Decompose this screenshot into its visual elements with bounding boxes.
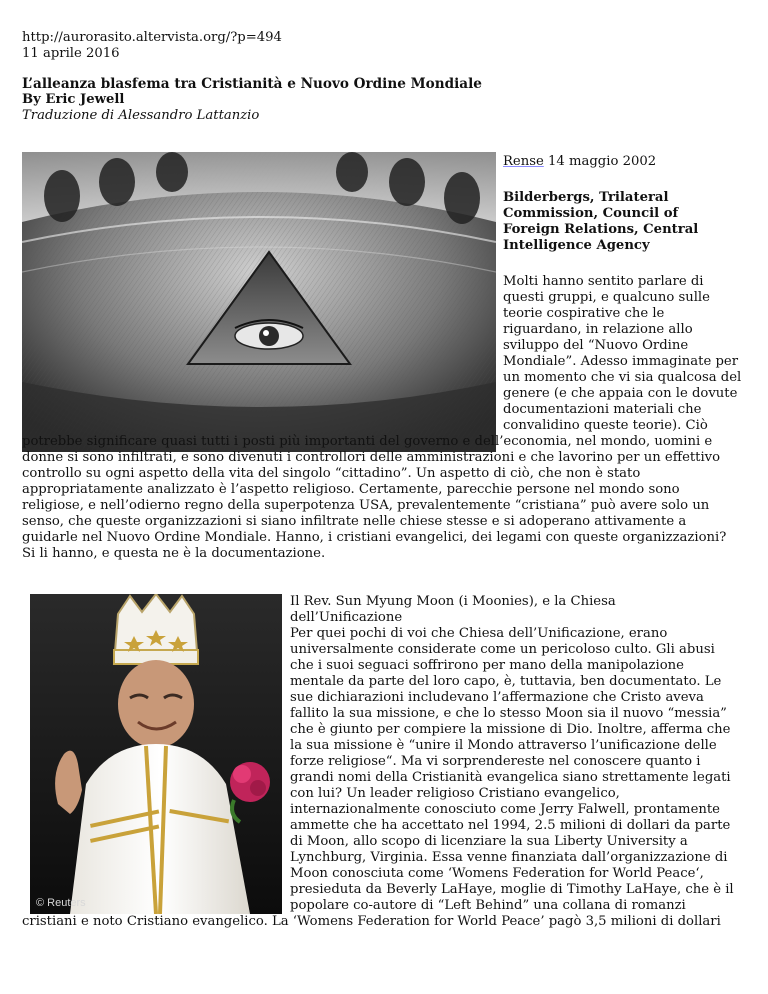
heading-line: Bilderbergs, Trilateral (503, 190, 669, 205)
paragraph-line: guidarle nel Nuovo Ordine Mondiale. Hanno, i cristiani evangelici, dei legami con queste organizzazioni? (22, 530, 727, 545)
paragraph-line: cristiani e noto Cristiano evangelico. La ‘Womens Federation for World Peace’ pagò 3,5 milioni di dollari (22, 914, 721, 929)
photo-credit: © Reuters (36, 897, 86, 909)
paragraph-line: forze religiose“. Ma vi sorprendereste nel conoscere quanto i (290, 754, 701, 769)
paragraph-line: appropriatamente analizzato è l’aspetto religioso. Certamente, parecchie persone nel mondo sono (22, 482, 680, 497)
paragraph-line: donne si sono infiltrati, e sono divenuti i controllori delle amministrazioni e che lavorino per un effettivo (22, 450, 721, 465)
paragraph-line: presieduta da Beverly LaHaye, moglie di Timothy LaHaye, che è il (290, 882, 734, 897)
paragraph-line: Si li hanno, e questa ne è la documentazione. (22, 546, 326, 561)
paragraph-line: universalmente considerate come un pericoloso culto. Gli abusi (290, 642, 715, 657)
source-date: 14 maggio 2002 (543, 154, 657, 169)
post-date: 11 aprile 2016 (22, 46, 120, 61)
paragraph-line: potrebbe significare quasi tutti i posti più importanti del governo e dell’economia, nel mondo, uomini e (22, 434, 713, 449)
paragraph-line: mentale da parte del loro capo, è, tuttavia, ben documentato. Le (290, 674, 722, 689)
paragraph-line: internazionalmente conosciuto come Jerry Falwell, prontamente (290, 802, 720, 817)
heading-line: Intelligence Agency (503, 238, 650, 253)
paragraph-line: teorie cospirative che le (503, 306, 665, 321)
paragraph-line: Mondiale”. Adesso immaginate per (503, 354, 738, 369)
paragraph-line: questi gruppi, e qualcuno sulle (503, 290, 710, 305)
paragraph-line: popolare co-autore di “Left Behind” una collana di romanzi (290, 898, 686, 913)
paragraph-line: che i suoi seguaci soffrirono per mano della manipolazione (290, 658, 684, 673)
paragraph-line: grandi nomi della Cristianità evangelica siano strettamente legati (290, 770, 731, 785)
paragraph-line: Per quei pochi di voi che Chiesa dell’Unificazione, erano (290, 626, 668, 641)
paragraph-line: un momento che vi sia qualcosa del (503, 370, 742, 385)
paragraph-line: convalidino queste teorie). Ciò (503, 418, 708, 433)
heading-line: Commission, Council of (503, 206, 679, 221)
paragraph-line: controllo su ogni aspetto della vita del singolo “cittadino”. Un aspetto di ciò, che non è stato (22, 466, 641, 481)
paragraph-line: fallito la sua missione, e che lo stesso Moon sia il nuovo “messia” (290, 706, 727, 721)
article-author: By Eric Jewell (22, 92, 125, 107)
article-title: L’alleanza blasfema tra Cristianità e Nuovo Ordine Mondiale (22, 76, 482, 92)
paragraph-line: Il Rev. Sun Myung Moon (i Moonies), e la Chiesa (290, 594, 616, 609)
paragraph-line: la sua missione è “unire il Mondo attraverso l’unificazione delle (290, 738, 717, 753)
source-url[interactable]: http://aurorasito.altervista.org/?p=494 (22, 30, 282, 45)
heading-line: Foreign Relations, Central (503, 222, 699, 237)
pyramid-eye-illustration (22, 152, 496, 452)
paragraph-line: dell’Unificazione (290, 610, 403, 625)
moon-photo (30, 594, 282, 914)
source-line (503, 154, 656, 170)
paragraph-line: Moon conosciuta come ‘Womens Federation for World Peace‘, (290, 866, 704, 881)
paragraph-line: documentazioni materiali che (503, 402, 702, 417)
paragraph-line: Molti hanno sentito parlare di (503, 274, 704, 289)
paragraph-line: sue dichiarazioni includevano l’affermazione che Cristo aveva (290, 690, 704, 705)
paragraph-line: ammette che ha accettato nel 1994, 2.5 milioni di dollari da parte (290, 818, 731, 833)
pyramid-eye-image (22, 152, 496, 452)
paragraph-line: che è giunto per compiere la missione di Dio. Inoltre, afferma che (290, 722, 731, 737)
paragraph-line: con lui? Un leader religioso Cristiano evangelico, (290, 786, 620, 801)
paragraph-line: genere (e che appaia con le dovute (503, 386, 738, 401)
paragraph-line: religiose, e nell’odierno regno della superpotenza USA, prevalentemente “cristiana” può avere solo un (22, 498, 710, 513)
translator-credit: Traduzione di Alessandro Lattanzio (22, 108, 260, 123)
paragraph-line: riguardano, in relazione allo (503, 322, 693, 337)
moon-photo-illustration (30, 594, 282, 914)
paragraph-line: sviluppo del “Nuovo Ordine (503, 338, 689, 353)
paragraph-line: di Moon, allo scopo di licenziare la sua Liberty University a (290, 834, 688, 849)
paragraph-line: Lynchburg, Virginia. Essa venne finanziata dall’organizzazione di (290, 850, 728, 865)
paragraph-line: senso, che queste organizzazioni si siano infiltrate nelle chiese stesse e si adoperano attivamente a (22, 514, 687, 529)
rense-link[interactable]: Rense (503, 154, 544, 169)
